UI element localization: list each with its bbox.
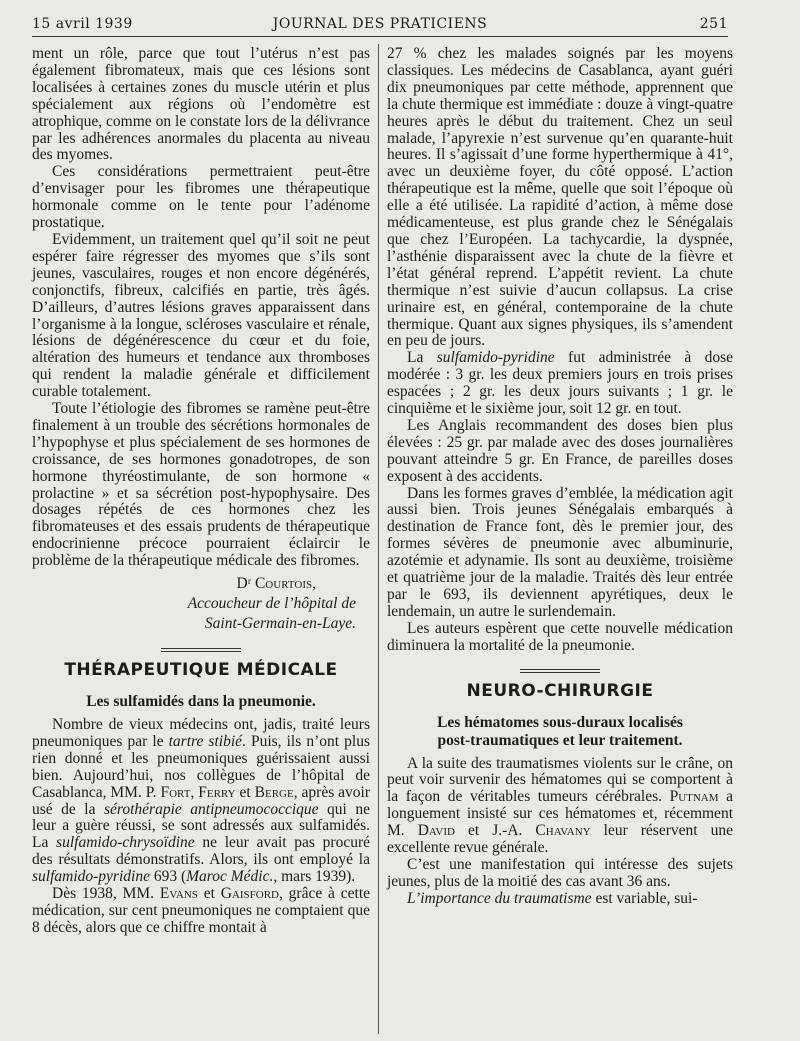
paragraph: Dans les formes graves d’emblée, la médication agit aussi bien. Trois jeunes Sénégalais embarqués à destination de France font, dès le premier jour, des formes sévères de pneumonie avec albuminurie, azotémie et adynamie. Ils sont au deuxième, troisième et quatrième jour de la maladie. Traités dès leur entrée par le 693, ils deviennent apyrétiques, deux le lendemain, un autre le surlendemain. <box>387 484 733 620</box>
right-column <box>387 46 733 908</box>
paragraph: Les Anglais recommandent des doses bien plus élevées : 25 gr. par malade avec des doses journalières pouvant atteindre 5 gr. En France, de pareilles doses exposent à des accidents. <box>387 416 733 485</box>
page-number: 251 <box>699 16 728 32</box>
paragraph: Nombre de vieux médecins ont, jadis, traité leurs pneumoniques par le tartre stibié. Puis, ils n’ont plus rien donné et les pneumoniques guérissaient aussi bien. Aujourd’hui, nos collègues de l’hôpital de Casablanca, MM. P. Fort, Ferry et Berge, après avoir usé de la sérothérapie antipneumococcique qui ne leur a guère réussi, se sont adressés aux sulfamidés. La sulfamido-chrysoïdine ne leur avait pas procuré des résultats démonstratifs. Alors, ils ont employé la sulfamido-pyridine 693 (Maroc Médic., mars 1939). <box>32 716 371 886</box>
paragraph: Evidemment, un traitement quel qu’il soit ne peut espérer faire régresser des myomes que s’ils sont jeunes, vasculaires, rouges et non encore dégénérés, conjonctifs, fibreux, calcifiés en partie, très âgés. D’ailleurs, d’autres lésions graves apparaissent dans l’organisme à la longue, scléroses vasculaire et rénale, lésions de dégénérescence du cœur et du foie, altération des humeurs et tendance aux thromboses qui rendent la maladie générale et difficilement curable totalement. <box>32 230 370 401</box>
paragraph: A la suite des traumatismes violents sur le crâne, on peut voir survenir des hématomes qui se comportent à la façon de véritables tumeurs cérébrales. Putnam a longuement insisté sur ces hématomes et, récemment M. David et J.-A. Chavany leur réservent une excellente revue générale. <box>387 754 733 857</box>
section-rule <box>520 669 600 673</box>
signature <box>32 574 356 634</box>
paragraph: Ces considérations permettraient peut-être d’envisager pour les fibromes une thérapeutique hormonale comme on le tente pour l’adénome prostatique. <box>32 163 370 232</box>
paragraph: Les auteurs espèrent que cette nouvelle médication diminuera la mortalité de la pneumonie. <box>387 619 733 654</box>
left-column <box>32 46 370 937</box>
article-title <box>387 714 733 750</box>
paragraph: L’importance du traumatisme est variable, sui- <box>407 889 698 907</box>
paragraph: 27 % chez les malades soignés par les moyens classiques. Les médecins de Casablanca, ayant guéri dix pneumoniques par cette méthode, apprennent que la chute thermique est immédiate : douze à vingt-quatre heures après le début du traitement. Chez un seul malade, l’apyrexie n’est survenue qu’en quarante-huit heures. Il s’agissait d’une forme hyperthermique à 41°, avec un deuxième foyer, du côté opposé. L’action thérapeutique est la même, quelle que soit l’époque où elle a été utilisée. La rapidité d’action, à même dose médicamenteuse, est plus grande chez le Sénégalais que chez l’Européen. La tachycardie, la dyspnée, l’asthénie disparaissent avec la chute de la fièvre et l’état général reprend. L’appétit revient. La chute thermique n’est suivie d’aucun collapsus. La crise urinaire est, en général, contemporaine de la chute thermique. Quant aux signes physiques, ils s’amendent en peu de jours. <box>387 45 733 350</box>
section-rule <box>161 648 241 652</box>
article-title-line: Les hématomes sous-duraux localisés <box>437 713 683 731</box>
column-divider <box>378 44 379 1034</box>
paragraph: C’est une manifestation qui intéresse des sujets jeunes, plus de la moitié des cas avant 36 ans. <box>387 855 733 890</box>
author-place: Saint-Germain-en-Laye. <box>204 615 356 633</box>
issue-date: 15 avril 1939 <box>32 16 133 32</box>
paragraph: Toute l’étiologie des fibromes se ramène peut-être finalement à un trouble des sécrétions hormonales de l’hypophyse et plus spécialement de ses hormones de croissance, de ses hormones gonadotropes, de son hormone thyréostimulante, de son hormone « prolactine » et sa sécrétion post-hypophysaire. Des dosages répétés de ces hormones chez les fibromateuses et des essais prudents de thérapeutique endocrinienne précoce pourraient éclaircir le problème de la thérapeutique médicale des fibromes. <box>32 400 370 570</box>
article-title-line: post-traumatiques et leur traitement. <box>437 731 683 749</box>
article-title: Les sulfamidés dans la pneumonie. <box>86 693 316 710</box>
author-name: Dʳ Courtois, <box>236 575 316 593</box>
paragraph: ment un rôle, parce que tout l’utérus n’est pas également fibromateux, mais que ces lésions sont localisées à certaines zones du muscle utérin et plus spécialement aux régions où l’endomètre est atrophique, comme on le constate lors de la délivrance par les adhérences anormales du placenta au niveau des myomes. <box>32 45 370 164</box>
section-title: THÉRAPEUTIQUE MÉDICALE <box>64 660 338 681</box>
section-title: NEURO-CHIRURGIE <box>466 680 654 701</box>
journal-title: JOURNAL DES PRATICIENS <box>272 16 488 32</box>
author-title: Accoucheur de l’hôpital de <box>187 595 356 613</box>
paragraph: La sulfamido-pyridine fut administrée à dose modérée : 3 gr. les deux premiers jours en trois prises espacées ; 2 gr. les deux jours suivants ; 1 gr. le cinquième et le sixième jour, soit 12 gr. en tout. <box>387 349 733 418</box>
page-header <box>32 14 728 37</box>
paragraph: Dès 1938, MM. Evans et Gaisford, grâce à cette médication, sur cent pneumoniques ne comptaient que 8 décès, alors que ce chiffre montait à <box>32 885 371 936</box>
